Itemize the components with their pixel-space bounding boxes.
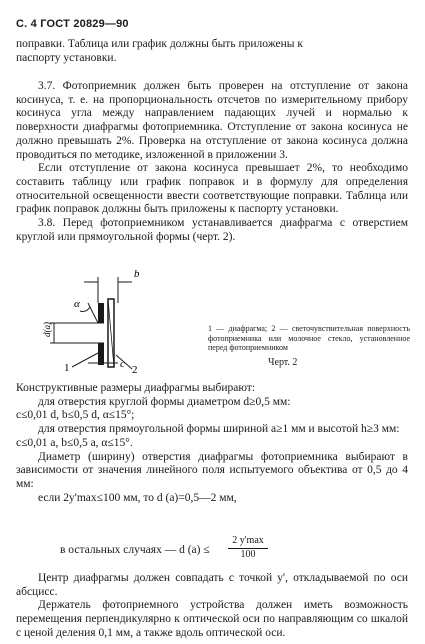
label-2: 2 <box>132 364 138 375</box>
paragraph-3-7 <box>16 80 408 244</box>
paragraph-text: Если отступление от закона косинуса превышает 2%, то необходимо составить таблицу или график поправок и в формулу для определения относительной освещенности ввести соответствующие поправки. Таблица или график поправок должны быть приложены к паспорту установки. <box>16 162 408 216</box>
text-line: для отверстия круглой формы диаметром d≥0,5 мм: <box>38 395 291 408</box>
page-header: С. 4 ГОСТ 20829—90 <box>16 18 129 30</box>
fraction-denominator: 100 <box>240 549 256 560</box>
label-b: b <box>134 268 140 280</box>
diaphragm-figure <box>28 265 178 375</box>
figure-number: Черт. 2 <box>268 357 298 368</box>
text-line: Держатель фотоприемного устройства должен иметь возможность перемещения перпендикулярно к оптической оси по направляющим со шкалой с ценой деления 0,1 мм, а также вдоль оптической оси. <box>16 599 408 639</box>
leader-line <box>72 353 98 367</box>
text-line: Диаметр (ширину) отверстия диафрагмы фотоприемника выбирают в зависимости от значения линейного поля испытуемого объектива от 0,5 до 4 мм: <box>16 450 408 490</box>
paragraph-3-8: 3.8. Перед фотоприемником устанавливается диафрагма с отверстием круглой или прямоугольной формы (черт. 2). <box>16 217 408 243</box>
formula-other-cases: в остальных случаях — d (a) ≤ <box>60 544 210 556</box>
formula-line: c≤0,01 a, b≤0,5 a, α≤15°. <box>16 436 133 449</box>
label-1: 1 <box>64 362 70 374</box>
label-d: d(a) <box>42 322 52 337</box>
text-line: поправки. Таблица или график должны быть приложены к <box>16 38 303 50</box>
fraction-numerator: 2 y'max <box>228 535 268 549</box>
text-line: Центр диафрагмы должен совпадать с точкой y', откладываемой по оси абсцисс. <box>16 572 408 598</box>
paragraph-cont <box>16 38 408 65</box>
fraction <box>228 535 268 561</box>
diaphragm-lower <box>98 343 104 365</box>
text-line: для отверстия прямоугольной формы шириной a≥1 мм и высотой h≥3 мм: <box>38 423 400 436</box>
angle-arc <box>80 307 90 312</box>
diaphragm-upper <box>98 303 104 323</box>
label-alpha: α <box>74 298 80 310</box>
angle-line <box>88 303 98 323</box>
label-c: c <box>120 358 125 370</box>
paragraph-final <box>16 572 408 641</box>
formula-line: c≤0,01 d, b≤0,5 d, α≤15°; <box>16 409 135 422</box>
paragraph-dimensions <box>16 382 408 505</box>
paragraph-text: 3.7. Фотоприемник должен быть проверен на отступление от закона косинуса, т. е. на пропорциональность отсчетов по измерительному прибору косинуса угла между направлением падающих лучей и нормалью к поверхности диафрагмы фотоприемника. Отступление от закона косинуса не должно превышать 2%. Проверка на отступление от закона косинуса должна проводиться по методике, изложенной в приложении 3. <box>16 80 408 161</box>
figure-caption: 1 — диафрагма; 2 — светочувствительная поверхность фотоприемника или молочное стекло, установленное перед фотоприемником <box>208 324 410 352</box>
text-line: паспорту установки. <box>16 51 117 64</box>
text-line: Конструктивные размеры диафрагмы выбирают: <box>16 382 256 394</box>
formula-line: если 2y'max≤100 мм, то d (a)=0,5—2 мм, <box>38 491 237 504</box>
hatch <box>108 299 114 367</box>
